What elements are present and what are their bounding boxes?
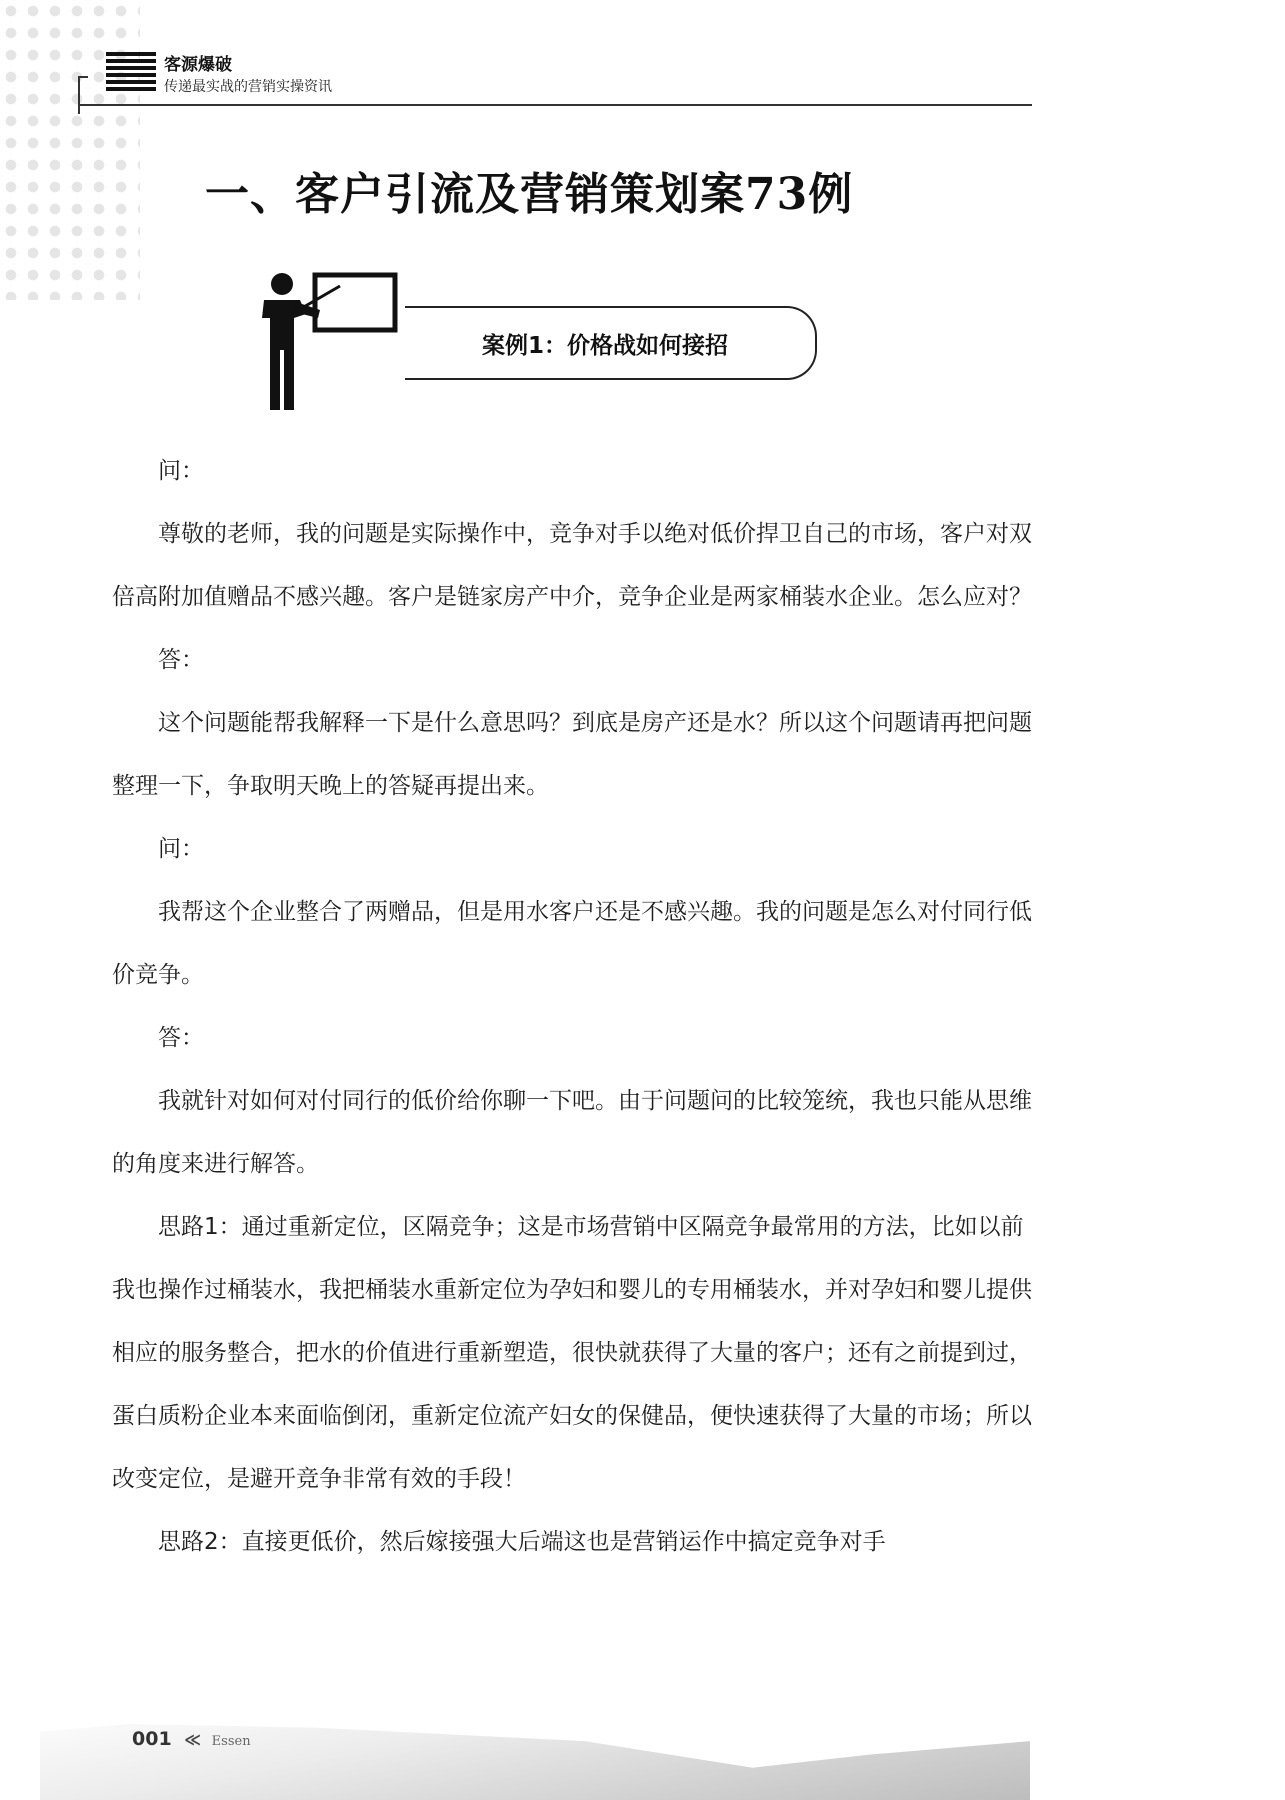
footer-text: Essen xyxy=(211,1734,251,1749)
footer-decoration xyxy=(40,1705,1030,1800)
body-text xyxy=(112,440,1032,1574)
double-chevron-left-icon: ≪ xyxy=(184,1730,202,1749)
paragraph: 问： xyxy=(158,458,204,484)
paragraph: 答： xyxy=(158,1025,204,1051)
header-stripes-icon xyxy=(106,52,156,98)
paragraph: 尊敬的老师，我的问题是实际操作中，竞争对手以绝对低价捍卫自己的市场，客户对双倍高附加值赠品不感兴趣。客户是链家房产中介，竞争企业是两家桶装水企业。怎么应对？ xyxy=(112,521,1032,610)
header-brand: 客源爆破 xyxy=(164,55,232,75)
header-bracket xyxy=(78,76,88,114)
footer-page-number xyxy=(132,1728,251,1750)
paragraph: 问： xyxy=(158,836,204,862)
header-rule xyxy=(78,104,1032,106)
page-number: 001 xyxy=(132,1728,172,1750)
paragraph: 答： xyxy=(158,647,204,673)
case-label-box xyxy=(405,306,817,380)
paragraph: 我帮这个企业整合了两赠品，但是用水客户还是不感兴趣。我的问题是怎么对付同行低价竞争。 xyxy=(112,899,1032,988)
paragraph: 这个问题能帮我解释一下是什么意思吗？到底是房产还是水？所以这个问题请再把问题整理一下，争取明天晚上的答疑再提出来。 xyxy=(112,710,1032,799)
page-header xyxy=(72,44,1032,114)
case-label: 案例1：价格战如何接招 xyxy=(481,332,728,359)
paragraph: 思路2：直接更低价，然后嫁接强大后端这也是营销运作中搞定竞争对手 xyxy=(158,1529,886,1555)
teacher-pointing-board-icon xyxy=(250,270,400,415)
header-slogan: 传递最实战的营销实操资讯 xyxy=(164,79,332,95)
paragraph: 思路1：通过重新定位，区隔竞争；这是市场营销中区隔竞争最常用的方法，比如以前我也操作过桶装水，我把桶装水重新定位为孕妇和婴儿的专用桶装水，并对孕妇和婴儿提供相应的服务整合，把水的价值进行重新塑造，很快就获得了大量的客户；还有之前提到过，蛋白质粉企业本来面临倒闭，重新定位流产妇女的保健品，便快速获得了大量的市场；所以改变定位，是避开竞争非常有效的手段！ xyxy=(112,1214,1032,1492)
chapter-title: 一、客户引流及营销策划案73例 xyxy=(205,169,854,220)
paragraph: 我就针对如何对付同行的低价给你聊一下吧。由于问题问的比较笼统，我也只能从思维的角度来进行解答。 xyxy=(112,1088,1032,1177)
